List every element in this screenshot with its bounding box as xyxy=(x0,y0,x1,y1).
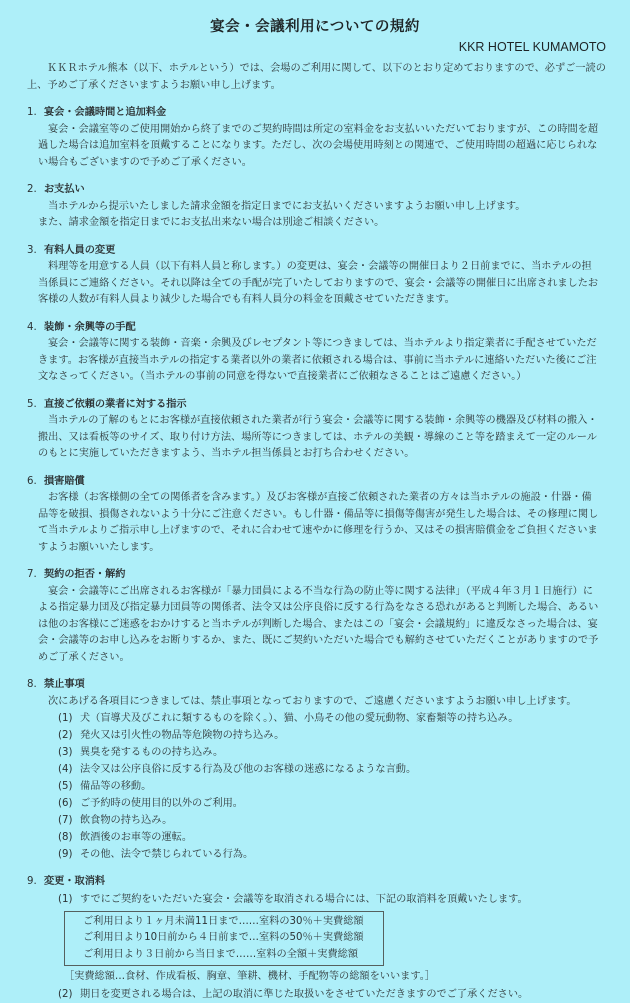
paragraph-line: 文なさってください。（当ホテルの事前の同意を得ないで直接業者にご依頼なさることはご遠慮ください。） xyxy=(38,371,527,382)
list-item-number: (4) xyxy=(58,764,73,775)
section-heading xyxy=(27,397,612,414)
section-body xyxy=(27,336,612,386)
section-heading-text: 直接ご依頼の業者に対する指示 xyxy=(44,398,187,410)
paragraph-line: 宴会・会議等に関する装飾・音楽・余興及びレセプタント等につきましては、当ホテルより指定業者に手配させていただ xyxy=(48,338,597,349)
list-item-number: (6) xyxy=(58,798,73,809)
list-item-number: (9) xyxy=(58,849,73,860)
section-number: 5. xyxy=(27,398,37,410)
section-5 xyxy=(27,397,612,463)
section-4 xyxy=(27,320,612,386)
section-heading xyxy=(27,474,612,491)
list-item xyxy=(38,829,612,846)
document-body xyxy=(27,61,612,1003)
paragraph-line: 宴会・会議室等のご使用開始から終了までのご契約時間は所定の室料金をお支払いいただいておりますが、この時間を超 xyxy=(48,123,599,135)
list-item xyxy=(38,795,612,812)
fee-note: ［実費総額…食材、作成看板、胸章、筆耕、機材、手配物等の総額をいいます。］ xyxy=(64,971,436,982)
list-item-text: 期日を変更される場合は、上記の取消に準じた取扱いをさせていただきますのでご了承ください。 xyxy=(80,988,529,1000)
section-heading xyxy=(27,567,612,584)
list-item xyxy=(38,812,612,829)
list-item-number: (5) xyxy=(58,781,73,792)
list-item-number: (1) xyxy=(58,893,73,905)
list-item xyxy=(38,846,612,863)
paragraph-line: よる指定暴力団及び指定暴力団員等の関係者、法令又は公序良俗に反する行為をなさる恐れがあると判断した場合、あるい xyxy=(38,602,599,613)
section-body xyxy=(27,694,612,864)
fee-row: ご利用日より３日前から当日まで……室料の全額＋実費総額 xyxy=(83,948,359,960)
section-heading xyxy=(27,182,612,199)
list-item xyxy=(38,744,612,761)
list-item-number: (2) xyxy=(58,988,73,1000)
paragraph-line: 過した場合は追加室料を頂戴することになります。ただし、次の会場使用時刻との関連で、ご使用時間の超過に応じられな xyxy=(38,140,598,151)
section-body xyxy=(27,490,612,556)
paragraph-line: 客様の人数が有料人員より減少した場合でも有料人員分の料金を頂戴させていただきます。 xyxy=(38,294,455,305)
section-1 xyxy=(27,105,612,171)
section-number: 2. xyxy=(27,184,37,195)
list-item-number: (8) xyxy=(58,832,73,843)
section-heading-text: 損害賠償 xyxy=(44,475,85,487)
section-number: 3. xyxy=(27,244,37,256)
section-heading-text: 有料人員の変更 xyxy=(44,244,116,256)
list-item-number: (1) xyxy=(58,713,73,724)
list-item-text: 犬（盲導犬及びこれに類するものを除く。）、猫、小鳥その他の愛玩動物、家畜類等の持ち込み。 xyxy=(80,713,519,724)
list-item-number: (7) xyxy=(58,815,73,826)
paragraph-line: て当ホテルよりご指示申し上げますので、それに合わせて速やかに修理を行うか、又はその損害賠償金をご負担くださいま xyxy=(38,525,598,536)
section-body xyxy=(27,122,612,172)
section-heading xyxy=(27,243,612,260)
paragraph-line: お客様（お客様側の全ての関係者を含みます。）及びお客様が直接ご依頼された業者の方々は当ホテルの施設・什器・備 xyxy=(48,492,592,503)
section-8 xyxy=(27,677,612,863)
list-item xyxy=(38,891,612,908)
section-heading xyxy=(27,677,612,694)
section-heading-text: お支払い xyxy=(44,184,85,195)
list-item xyxy=(38,778,612,795)
paragraph-line: 当ホテルから提示いたしました請求金額を指定日までにお支払いくださいますようお願い申し上げます。 xyxy=(48,200,526,212)
section-body xyxy=(27,413,612,463)
section-heading-text: 宴会・会議時間と追加料金 xyxy=(44,107,167,118)
section-heading xyxy=(27,874,612,891)
section-number: 4. xyxy=(27,321,37,333)
fee-row: ご利用日より１ヶ月未満11日まで……室料の30％＋実費総額 xyxy=(83,915,364,927)
section-heading-text: 装飾・余興等の手配 xyxy=(44,321,136,333)
list-item-text: 法令又は公序良俗に反する行為及び他のお客様の迷惑になるような言動。 xyxy=(80,764,417,775)
section-number: 7. xyxy=(27,569,37,580)
section-number: 9. xyxy=(27,876,37,887)
section-3 xyxy=(27,243,612,309)
section-7 xyxy=(27,567,612,666)
list-item xyxy=(38,986,612,1003)
fee-row: ご利用日より10日前から４日前まで…室料の50％＋実費総額 xyxy=(83,932,364,943)
list-item-text: 飲食物の持ち込み。 xyxy=(80,815,173,826)
section-heading xyxy=(27,320,612,337)
paragraph-line: すようお願いいたします。 xyxy=(38,541,160,553)
cancellation-fee-table xyxy=(64,911,384,967)
paragraph-line: 当係員にご連絡ください。それ以降は全ての手配が完了いたしておりますので、宴会・会議等の開催日に出席されましたお xyxy=(38,277,599,289)
section-heading-text: 禁止事項 xyxy=(44,679,85,690)
section-body xyxy=(27,584,612,667)
section-number: 8. xyxy=(27,679,37,690)
list-item-number: (3) xyxy=(58,747,73,758)
paragraph-line: めご了承ください。 xyxy=(38,651,130,663)
list-item-number: (2) xyxy=(58,730,73,741)
hotel-name: KKR HOTEL KUMAMOTO xyxy=(458,40,606,54)
list-item xyxy=(38,727,612,744)
paragraph-line: い場合もございますので予めご了承ください。 xyxy=(38,156,252,168)
section-body xyxy=(27,259,612,309)
section-heading-text: 契約の拒否・解約 xyxy=(44,569,126,580)
list-item-text: すでにご契約をいただいた宴会・会議等を取消される場合には、下記の取消料を頂戴いたします。 xyxy=(80,893,528,905)
paragraph-line: 宴会・会議等にご出席されるお客様が「暴力団員による不当な行為の防止等に関する法律」（平成４年３月１日施行）に xyxy=(48,585,594,597)
section-number: 1. xyxy=(27,107,37,118)
intro-paragraph xyxy=(27,61,612,94)
list-item-text: ご予約時の使用目的以外のご利用。 xyxy=(80,798,243,809)
intro-line: 上、予めご了承くださいますようお願い申し上げます。 xyxy=(27,79,281,91)
section-heading-text: 変更・取消料 xyxy=(44,876,106,887)
paragraph-line: は他のお客様にご迷惑をおかけすると当ホテルが判断した場合、またはこの「宴会・会議規約」に違反なさった場合は、宴 xyxy=(38,618,598,630)
section-6 xyxy=(27,474,612,557)
paragraph-line: また、請求金額を指定日までにお支払出来ない場合は別途ご相談ください。 xyxy=(38,217,385,228)
section-body xyxy=(27,891,612,1003)
list-item-text: 飲酒後のお車等の運転。 xyxy=(80,832,193,843)
paragraph-line: 品等を破損、損傷されないよう十分にご注意ください。もし什器・備品等に損傷等傷害が発生した場合は、その修理に関し xyxy=(38,508,599,520)
paragraph-line: 搬出、又は看板等のサイズ、取り付け方法、場所等につきましては、ホテルの美観・導線のこと等を踏まえて一定のルール xyxy=(38,431,597,443)
list-item-text: その他、法令で禁じられている行為。 xyxy=(80,849,254,860)
paragraph-line: 当ホテルの了解のもとにお客様が直接依頼された業者が行う宴会・会議等に関する装飾・余興等の機器及び材料の搬入・ xyxy=(48,415,598,426)
document-title: 宴会・会議利用についての規約 xyxy=(210,19,420,35)
section-2 xyxy=(27,182,612,232)
section-heading xyxy=(27,105,612,122)
list-item-text: 発火又は引火性の物品等危険物の持ち込み。 xyxy=(80,730,285,741)
list-item-text: 異臭を発するものの持ち込み。 xyxy=(80,747,224,758)
list-item xyxy=(38,710,612,727)
paragraph-line: 会・会議等のお申し込みをお断りするか、また、既にご契約いただいた場合でも解約させていただくことがありますので予 xyxy=(38,635,599,646)
paragraph-line: 次にあげる各項目につきましては、禁止事項となっておりますので、ご遠慮くださいますようお願い申し上げます。 xyxy=(48,695,577,707)
intro-line: ＫＫＲホテル熊本（以下、ホテルという）では、会場のご利用に関して、以下のとおり定めておりますので、必ずご一読の xyxy=(47,63,606,74)
section-9 xyxy=(27,874,612,1003)
paragraph-line: のもとに実施していただきますよう、当ホテル担当係員とお打ち合わせください。 xyxy=(38,448,415,459)
list-item-text: 備品等の移動。 xyxy=(80,781,152,792)
section-body xyxy=(27,199,612,232)
section-number: 6. xyxy=(27,475,37,487)
paragraph-line: 料理等を用意する人員（以下有料人員と称します。）の変更は、宴会・会議等の開催日より２日前までに、当ホテルの担 xyxy=(48,261,592,272)
list-item xyxy=(38,761,612,778)
paragraph-line: きます。お客様が直接当ホテルの指定する業者以外の業者に依頼される場合は、事前に当ホテルに連絡いただいた後にご注 xyxy=(38,354,597,366)
